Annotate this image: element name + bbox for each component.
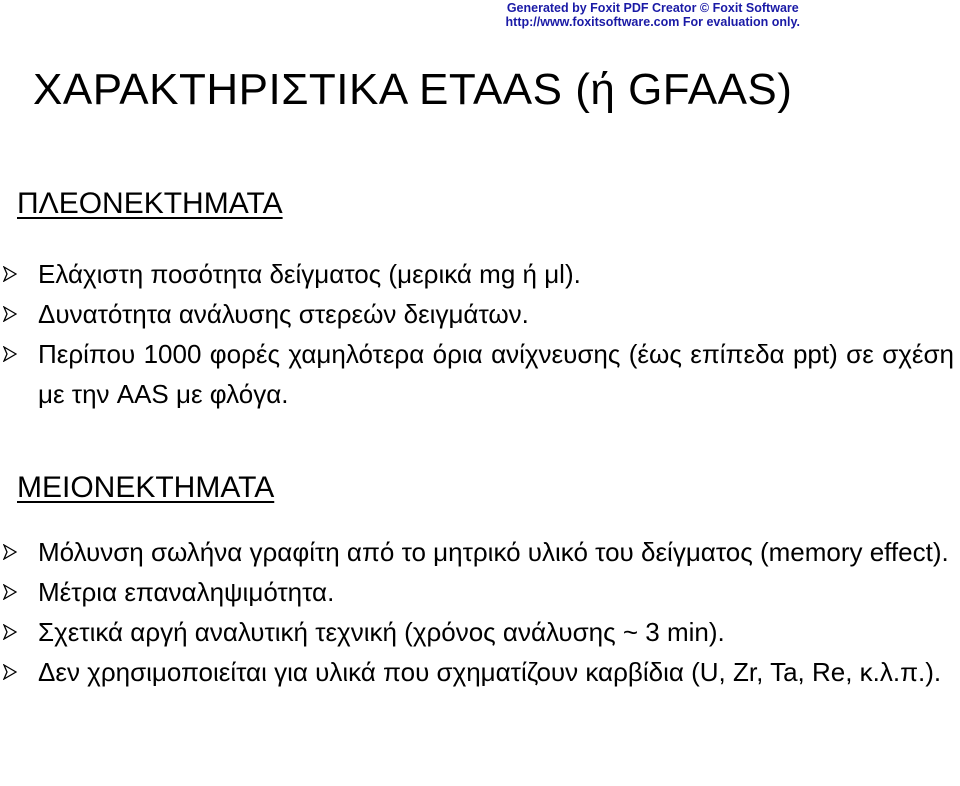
arrowhead-bullet-icon <box>3 532 17 572</box>
list-item-text: Περίπου 1000 φορές χαμηλότερα όρια ανίχνευσης (έως επίπεδα ppt) σε σχέση με την AAS με φλόγα. <box>38 339 954 409</box>
arrowhead-bullet-icon <box>3 334 17 374</box>
list-item <box>0 254 960 294</box>
list-item-text: Μέτρια επαναληψιμότητα. <box>38 577 335 607</box>
list-item <box>0 652 960 692</box>
arrowhead-bullet-icon <box>3 254 17 294</box>
list-item-text: Δυνατότητα ανάλυσης στερεών δειγμάτων. <box>38 299 529 329</box>
list-item <box>0 612 960 652</box>
list-item-text: Σχετικά αργή αναλυτική τεχνική (χρόνος ανάλυσης ~ 3 min). <box>38 617 725 647</box>
list-item-text: Μόλυνση σωλήνα γραφίτη από το μητρικό υλικό του δείγματος (memory effect). <box>38 537 949 567</box>
watermark-line-1: Generated by Foxit PDF Creator © Foxit Software <box>506 1 799 15</box>
disadvantages-heading: ΜΕΙΟΝΕΚΤΗΜΑΤΑ <box>17 471 275 504</box>
disadvantages-list <box>0 532 960 692</box>
list-item-text: Ελάχιστη ποσότητα δείγματος (μερικά mg ή μl). <box>38 259 581 289</box>
arrowhead-bullet-icon <box>3 294 17 334</box>
list-item <box>0 334 960 414</box>
arrowhead-bullet-icon <box>3 612 17 652</box>
evaluation-watermark <box>506 1 800 29</box>
arrowhead-bullet-icon <box>3 572 17 612</box>
list-item <box>0 532 960 572</box>
list-item <box>0 294 960 334</box>
page-title: ΧΑΡΑΚΤΗΡΙΣΤΙΚΑ ETAAS (ή GFAAS) <box>33 65 793 114</box>
advantages-list <box>0 254 960 414</box>
arrowhead-bullet-icon <box>3 652 17 692</box>
watermark-line-2: http://www.foxitsoftware.com For evaluation only. <box>505 15 800 29</box>
advantages-heading: ΠΛΕΟΝΕΚΤΗΜΑΤΑ <box>17 187 283 220</box>
list-item-text: Δεν χρησιμοποιείται για υλικά που σχηματίζουν καρβίδια (U, Zr, Ta, Re, κ.λ.π.). <box>38 657 942 687</box>
list-item <box>0 572 960 612</box>
